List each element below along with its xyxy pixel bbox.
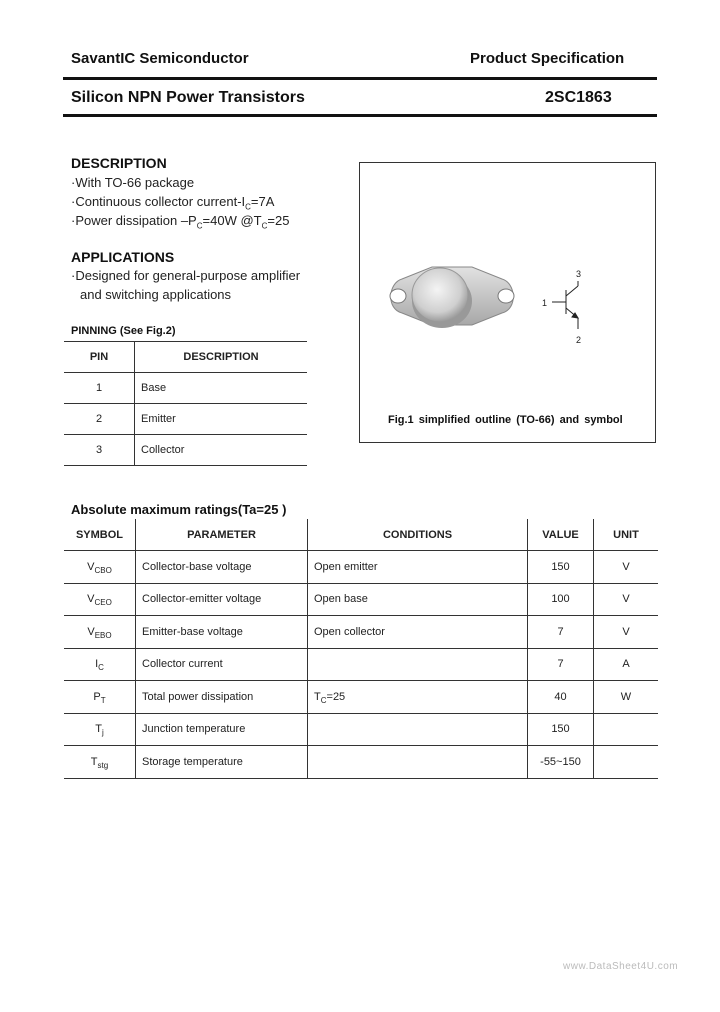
pinning-table	[64, 341, 307, 466]
rating-unit: V	[594, 583, 659, 616]
npn-symbol	[552, 281, 578, 329]
description-item: ·Continuous collector current-$I_C=7A$	[71, 194, 275, 212]
rating-value: -55~150	[528, 746, 594, 779]
rating-symbol: $V_{EBO}$	[87, 625, 112, 640]
pinning-header-row	[64, 342, 307, 373]
rating-parameter: Junction temperature	[136, 713, 308, 746]
rating-unit: V	[594, 551, 659, 584]
part-number: 2SC1863	[545, 89, 612, 106]
doc-type: Product Specification	[470, 50, 625, 67]
rating-condition: Open emitter	[308, 551, 528, 584]
header-rule-bottom	[63, 114, 657, 117]
table-row	[64, 551, 658, 584]
table-row	[64, 616, 658, 649]
description-item: ·With TO-66 package	[71, 175, 195, 190]
applications-line: ·Designed for general-purpose amplifier	[71, 268, 301, 283]
rating-parameter: Collector-base voltage	[136, 551, 308, 584]
rating-value: 40	[528, 681, 594, 714]
symbol-pin-1-label: 1	[542, 298, 548, 308]
product-line: Silicon NPN Power Transistors	[71, 89, 305, 106]
pin-header: PIN	[89, 351, 109, 363]
applications-line: and switching applications	[80, 287, 232, 302]
rating-symbol: $P_T$	[93, 690, 106, 705]
pin-description: Base	[135, 373, 308, 404]
rating-condition: $T_C=25$	[308, 681, 528, 714]
rating-parameter: Storage temperature	[136, 746, 308, 779]
header-rule-top	[63, 77, 657, 80]
pin-description-header: DESCRIPTION	[135, 342, 308, 373]
rating-parameter: Collector-emitter voltage	[136, 583, 308, 616]
parameter-header: PARAMETER	[136, 519, 308, 551]
rating-symbol: $T_{stg}$	[90, 755, 109, 770]
rating-value: 150	[528, 551, 594, 584]
rating-condition: Open base	[308, 583, 528, 616]
table-row	[64, 746, 658, 779]
rating-condition	[308, 746, 528, 779]
table-row	[64, 681, 658, 714]
rating-unit	[594, 713, 659, 746]
rating-condition: Open collector	[308, 616, 528, 649]
rating-condition	[308, 648, 528, 681]
rating-unit: A	[594, 648, 659, 681]
applications-title: APPLICATIONS	[71, 249, 175, 265]
company-name: SavantIC Semiconductor	[71, 50, 249, 67]
description-list	[71, 173, 289, 230]
rating-parameter: Emitter-base voltage	[136, 616, 308, 649]
rating-unit	[594, 746, 659, 779]
ratings-table	[64, 519, 658, 779]
table-row	[64, 648, 658, 681]
package-body	[390, 267, 514, 328]
unit-header: UNIT	[594, 519, 659, 551]
rating-value: 100	[528, 583, 594, 616]
pin-description: Collector	[135, 435, 308, 466]
symbol-pin-2-label: 2	[576, 335, 582, 345]
symbol-pin-3-label: 3	[576, 269, 582, 279]
rating-symbol: $V_{CEO}$	[87, 593, 112, 608]
table-row	[64, 583, 658, 616]
ratings-header-row	[64, 519, 658, 551]
table-row	[64, 373, 307, 404]
rating-value: 150	[528, 713, 594, 746]
rating-parameter: Collector current	[136, 648, 308, 681]
watermark: www.DataSheet4U.com	[563, 961, 679, 972]
description-title: DESCRIPTION	[71, 155, 167, 171]
rating-value: 7	[528, 648, 594, 681]
table-row	[64, 404, 307, 435]
symbol-header: SYMBOL	[75, 528, 124, 541]
pin-number: 2	[95, 413, 103, 425]
pin-description: Emitter	[135, 404, 308, 435]
rating-symbol: $V_{CBO}$	[87, 560, 112, 575]
rating-parameter: Total power dissipation	[136, 681, 308, 714]
pinning-title: PINNING (See Fig.2)	[71, 325, 176, 337]
table-row	[64, 713, 658, 746]
description-item: ·Power dissipation $-P_C=40W$ $@T_C=25$	[71, 213, 290, 231]
ratings-title: Absolute maximum ratings(Ta=25 )	[71, 502, 287, 517]
figure-caption: Fig.1 simplified outline (TO-66) and symbol	[388, 414, 623, 426]
applications-list	[71, 266, 300, 304]
table-row	[64, 435, 307, 466]
rating-value: 7	[528, 616, 594, 649]
pin-number: 1	[95, 382, 103, 394]
conditions-header: CONDITIONS	[308, 519, 528, 551]
value-header: VALUE	[528, 519, 594, 551]
to66-package-illustration	[360, 163, 657, 444]
rating-condition	[308, 713, 528, 746]
rating-unit: V	[594, 616, 659, 649]
rating-symbol: $I_C$	[95, 658, 104, 673]
rating-symbol: $T_j$	[95, 723, 104, 738]
figure-box	[359, 162, 656, 443]
rating-unit: W	[594, 681, 659, 714]
pin-number: 3	[95, 444, 103, 456]
